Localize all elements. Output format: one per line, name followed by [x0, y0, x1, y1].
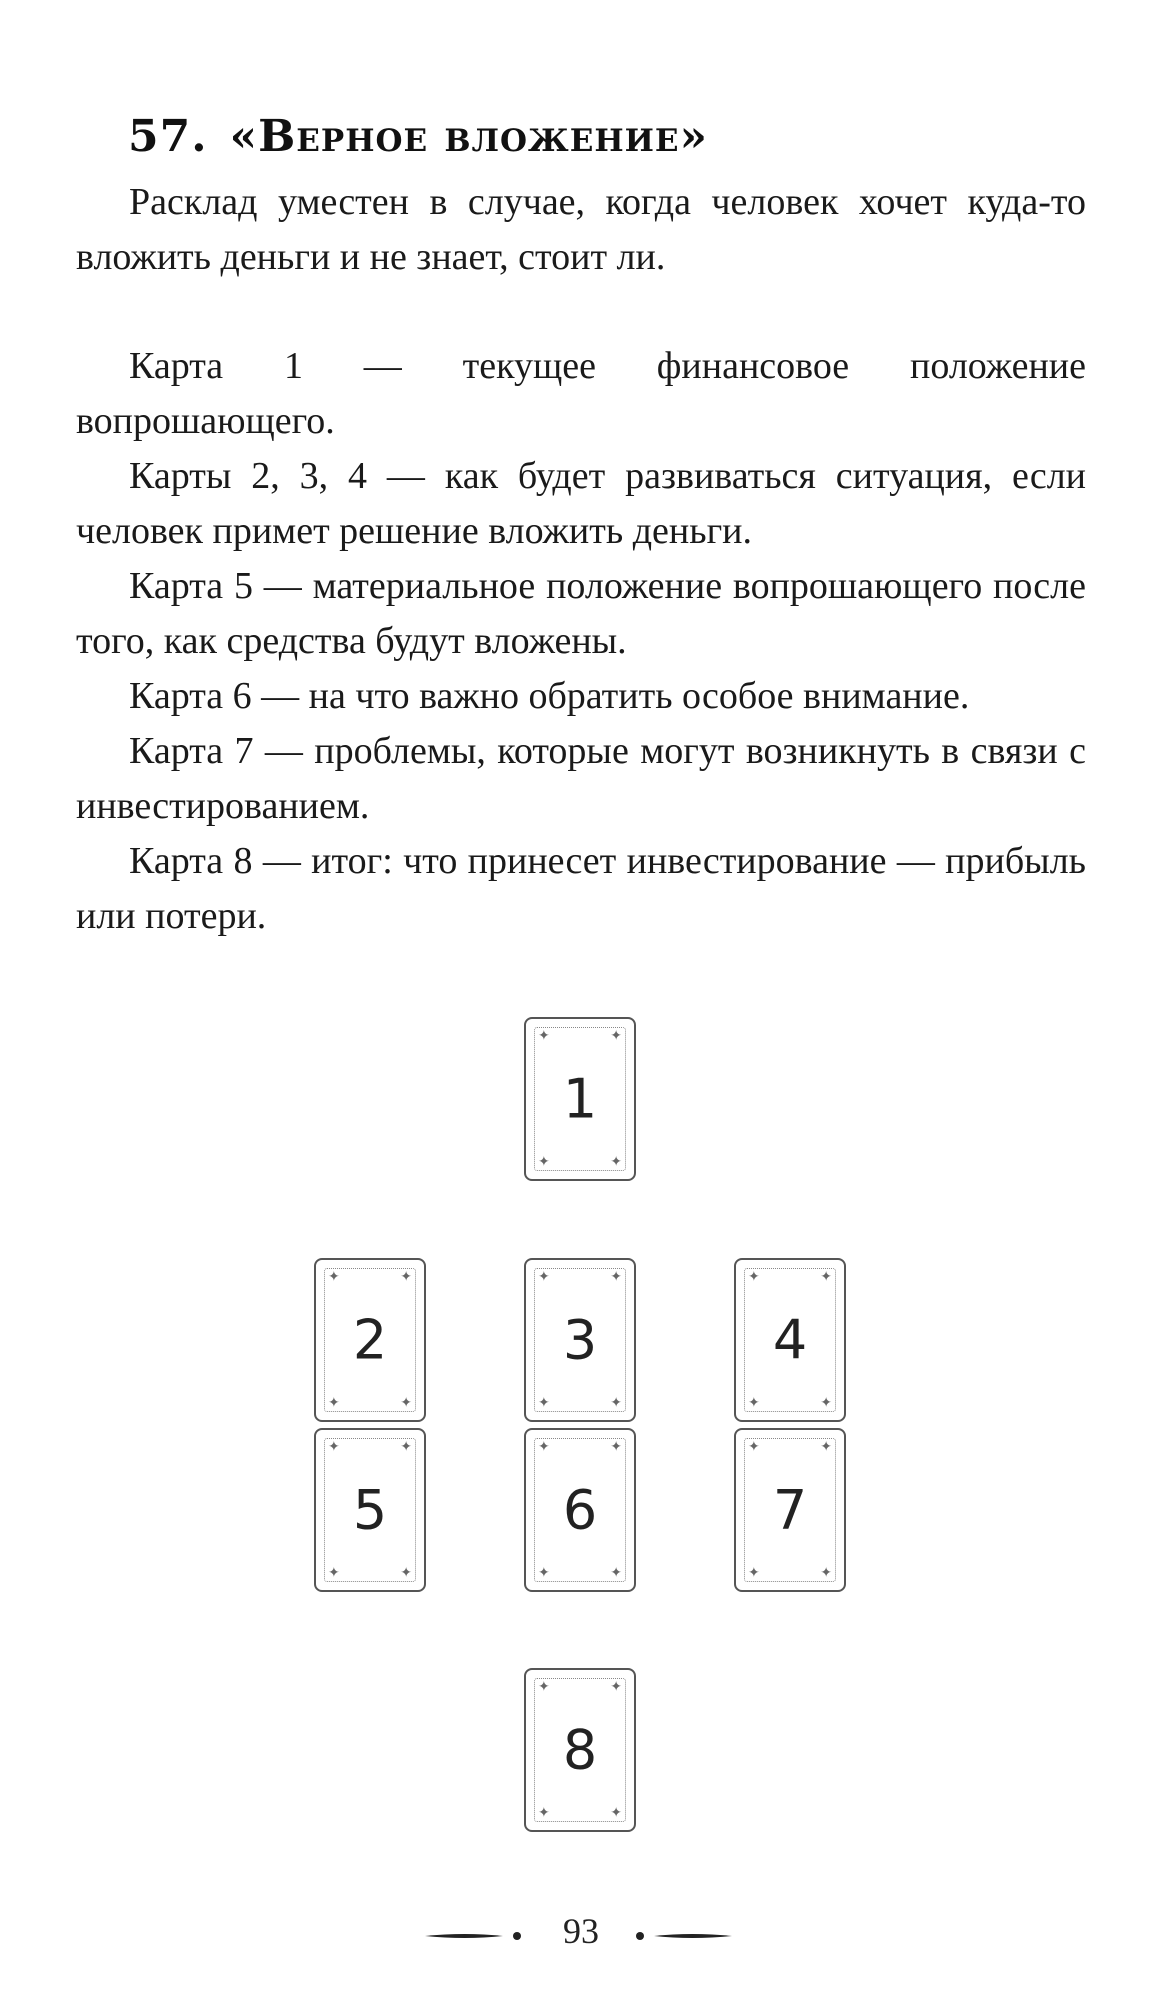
- card-5: [314, 1428, 426, 1592]
- star-icon: ✦: [820, 1395, 832, 1411]
- star-icon: ✦: [610, 1565, 622, 1581]
- star-icon: ✦: [400, 1395, 412, 1411]
- star-icon: ✦: [610, 1395, 622, 1411]
- star-icon: ✦: [328, 1269, 340, 1285]
- star-icon: ✦: [538, 1439, 550, 1455]
- star-icon: ✦: [820, 1269, 832, 1285]
- star-icon: ✦: [400, 1565, 412, 1581]
- star-icon: ✦: [610, 1679, 622, 1695]
- star-icon: ✦: [538, 1269, 550, 1285]
- card-3: [524, 1258, 636, 1422]
- star-icon: ✦: [538, 1028, 550, 1044]
- position-paragraph-6: Карта 8 — итог: что принесет инвестирование — прибыль или потери.: [76, 840, 1086, 937]
- spread-title: «Верное вложение»: [229, 111, 709, 163]
- card-number: 5: [352, 1478, 388, 1542]
- star-icon: ✦: [538, 1805, 550, 1821]
- star-icon: ✦: [400, 1269, 412, 1285]
- star-icon: ✦: [820, 1439, 832, 1455]
- star-icon: ✦: [748, 1565, 760, 1581]
- star-icon: ✦: [748, 1269, 760, 1285]
- card-6: [524, 1428, 636, 1592]
- page-number: 93: [563, 1911, 599, 1951]
- position-paragraph-5: Карта 7 — проблемы, которые могут возникнуть в связи с инвестированием.: [76, 730, 1086, 827]
- card-number: 2: [352, 1308, 388, 1372]
- ornament-right-icon: [632, 1930, 732, 1942]
- page-footer: [0, 1906, 1162, 1956]
- position-paragraph-2: Карты 2, 3, 4 — как будет развиваться ситуация, если человек примет решение вложить деньги.: [76, 455, 1086, 552]
- card-number: 3: [562, 1308, 598, 1372]
- card-4: [734, 1258, 846, 1422]
- card-2: [314, 1258, 426, 1422]
- star-icon: ✦: [538, 1154, 550, 1170]
- position-paragraph-1: Карта 1 — текущее финансовое положение вопрошающего.: [76, 345, 1086, 442]
- card-number: 4: [772, 1308, 808, 1372]
- star-icon: ✦: [328, 1395, 340, 1411]
- star-icon: ✦: [610, 1805, 622, 1821]
- star-icon: ✦: [820, 1565, 832, 1581]
- star-icon: ✦: [610, 1269, 622, 1285]
- star-icon: ✦: [610, 1154, 622, 1170]
- position-paragraph-3: Карта 5 — материальное положение вопрошающего после того, как средства будут вложены.: [76, 565, 1086, 662]
- position-paragraph-4: Карта 6 — на что важно обратить особое внимание.: [129, 675, 970, 717]
- spread-number: 57.: [128, 111, 208, 163]
- card-7: [734, 1428, 846, 1592]
- star-icon: ✦: [400, 1439, 412, 1455]
- card-1: [524, 1017, 636, 1181]
- star-icon: ✦: [538, 1395, 550, 1411]
- star-icon: ✦: [748, 1439, 760, 1455]
- star-icon: ✦: [538, 1679, 550, 1695]
- card-number: 6: [562, 1478, 598, 1542]
- star-icon: ✦: [610, 1439, 622, 1455]
- star-icon: ✦: [328, 1565, 340, 1581]
- intro-paragraph: Расклад уместен в случае, когда человек хочет куда-то вложить деньги и не знает, стоит ли.: [76, 181, 1086, 278]
- star-icon: ✦: [328, 1439, 340, 1455]
- card-8: [524, 1668, 636, 1832]
- card-number: 1: [562, 1067, 598, 1131]
- star-icon: ✦: [748, 1395, 760, 1411]
- star-icon: ✦: [610, 1028, 622, 1044]
- card-number: 7: [772, 1478, 808, 1542]
- card-number: 8: [562, 1718, 598, 1782]
- star-icon: ✦: [538, 1565, 550, 1581]
